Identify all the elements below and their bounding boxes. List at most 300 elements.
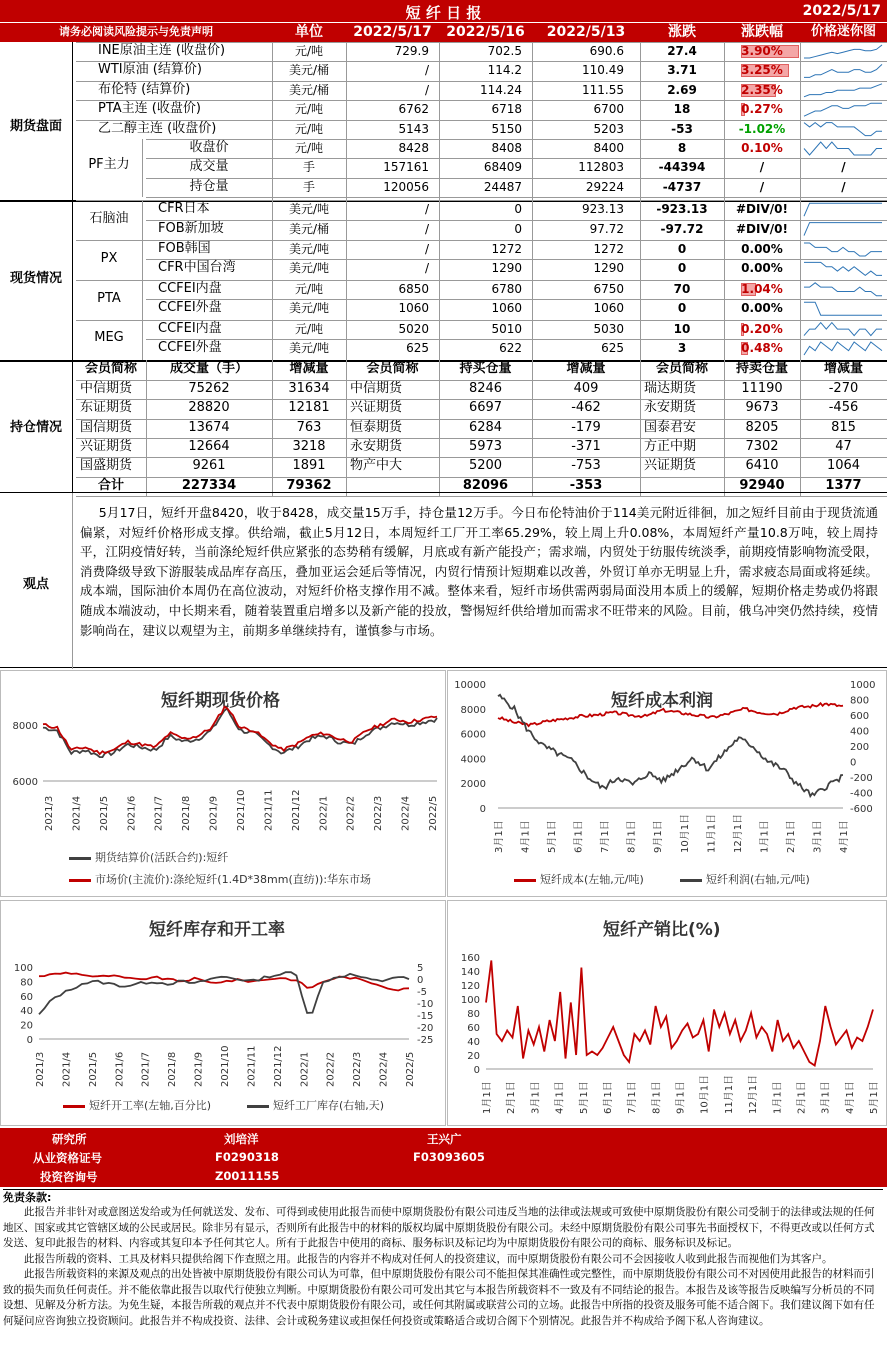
chart-4-ytick-4: 80 — [467, 1009, 480, 1020]
chart-2-yltick-0: 10000 — [454, 680, 486, 691]
pf-label: PF主力 — [88, 157, 130, 173]
chart-4-xtick-2: 3月1日 — [530, 1081, 542, 1114]
position-header-1: 成交量（手） — [169, 361, 248, 377]
position-header-6: 会员简称 — [655, 361, 708, 377]
view-text: 5月17日，短纤开盘8420，收于8428，成交量15万手，持仓量12万手。今日布伦特油价于114美元附近徘徊，加之短纤目前由于现货流通偏紧，对短纤价格形成支撑。供给端，截止5月12日，本周短纤工厂开工率65.29%，较上周上升0.08%，本周短纤产量10.8万吨，较上周持平，江阴疫情好转，当前涤纶短纤供应紧张的态势稍有缓解，月底或有新产能投产；需求端，内贸处于纺服传统淡季，前期疫情影响物流受限，消费降级导致下游服装成品库存高压，叠加亚运会延后等情况，内贸行情预计短期难以改善，外贸订单亦无明显上升，需求疲态局面或将延续。成本端，国际油价本周仍在高位波动，对短纤价格支撑作用不减。整体来看，短纤市场供需两弱局面没用本质上的缓解，短期价格走势或仍将跟随成本端波动，中长期来看，随着装置重启增多以及新产能的投放，警惕短纤供给增加而需求不旺带来的风险。目前，俄乌冲突仍然持续，疫情影响尚在，建议以观望为主，前期多单继续持有，谨慎参与市场。 — [80, 505, 878, 638]
futures-row-0-d2: 702.5 — [487, 44, 522, 58]
chart-1-ytick-0: 8000 — [12, 720, 38, 732]
risk-notice[interactable]: 请务必阅读风险提示与免责声明 — [59, 25, 213, 38]
chart-4-plot — [448, 901, 887, 1127]
chart-4-xtick-4: 5月1日 — [578, 1081, 590, 1114]
pf-row-1-d3: 112803 — [578, 160, 624, 175]
futures-row-4-d2: 5150 — [491, 121, 522, 136]
chart-2-xtick-3: 6月1日 — [573, 820, 585, 853]
chart-4-xtick-11: 12月1日 — [748, 1074, 760, 1114]
chart-2-yrtick-0: 1000 — [850, 680, 876, 691]
pf-row-0-name: 收盘价 — [189, 140, 229, 155]
chart-1-xtick-5: 2021/8 — [181, 795, 193, 831]
chart-3-xtick-11: 2022/2 — [325, 1051, 337, 1087]
chart-4-xtick-9: 10月1日 — [699, 1074, 711, 1114]
chart-1-xtick-10: 2022/1 — [318, 795, 330, 831]
spot-3-1-d3: 625 — [601, 341, 624, 355]
chart-3-title: 短纤库存和开工率 — [149, 920, 285, 940]
pf-row-0-unit: 元/吨 — [294, 141, 324, 155]
chart-3-xtick-7: 2021/10 — [220, 1045, 231, 1087]
spot-0-1-d3: 97.72 — [589, 221, 624, 236]
spot-3-0-d2: 5010 — [491, 321, 522, 336]
spot-0-1-d1: / — [424, 221, 429, 236]
spot-0-0-d2: 0 — [514, 202, 522, 217]
col-chg: 涨跌 — [668, 24, 696, 40]
data-tables — [0, 42, 887, 496]
chart-3-legend-2: 短纤工厂库存(右轴,天) — [273, 1099, 385, 1112]
spot-2-1-d1: 1060 — [398, 301, 429, 316]
position-row-1-col-1: 28820 — [188, 400, 230, 416]
futures-row-1-chg: 3.71 — [667, 63, 697, 78]
chart-2-xtick-6: 9月1日 — [653, 820, 665, 853]
position-header-2: 增减量 — [289, 361, 329, 377]
spot-3-0-name: CCFEI内盘 — [158, 320, 222, 336]
chart-3-yrtick-2: -5 — [417, 987, 427, 998]
chart-4-ytick-7: 20 — [467, 1051, 480, 1062]
chart-3-xtick-4: 2021/7 — [140, 1051, 152, 1087]
position-row-0-col-5: 409 — [573, 380, 599, 396]
chart-3-yltick-2: 60 — [20, 991, 33, 1003]
spot-1-0-d1: / — [424, 242, 429, 256]
spot-3-0-d1: 5020 — [398, 321, 429, 336]
futures-row-2-name: 布伦特 (结算价) — [98, 81, 191, 97]
chart-1-xtick-14: 2022/5 — [428, 795, 439, 831]
spot-group-0-label: 石脑油 — [89, 210, 129, 226]
chart-1-xtick-11: 2022/2 — [345, 795, 357, 831]
chart-2-yrtick-2: 600 — [850, 711, 870, 722]
futures-row-3-unit: 元/吨 — [294, 102, 324, 117]
chart-2-xtick-13: 4月1日 — [839, 820, 850, 853]
futures-row-1-pct: 3.25% — [741, 63, 783, 78]
analyst-footer — [0, 1128, 887, 1187]
position-total-col-7: 92940 — [739, 477, 785, 493]
position-total-col-1: 227334 — [181, 477, 237, 493]
futures-row-0-d1: 729.9 — [394, 44, 429, 58]
spot-0-0-name: CFR日本 — [158, 201, 210, 217]
chart-4-title: 短纤产销比(%) — [603, 920, 721, 940]
col-d2: 2022/5/16 — [446, 24, 525, 40]
chart-3-yltick-0: 100 — [13, 963, 33, 974]
position-row-3-col-2: 3218 — [292, 439, 326, 454]
spot-3-1-pct: 0.48% — [741, 341, 783, 355]
chart-2-legend-2: 短纤利润(右轴,元/吨) — [706, 873, 810, 886]
chart-3-xtick-8: 2021/11 — [246, 1045, 258, 1087]
disclaimer — [3, 1189, 883, 1343]
spot-3-0-chg: 10 — [673, 321, 691, 336]
chart-4-xtick-1: 2月1日 — [506, 1081, 518, 1114]
chart-3-xtick-2: 2021/5 — [87, 1051, 99, 1087]
futures-row-2-d3: 111.55 — [582, 82, 624, 97]
position-row-4-col-3: 物产中大 — [350, 458, 403, 474]
chart-2-yltick-3: 4000 — [460, 754, 486, 766]
chart-1-xtick-12: 2022/3 — [373, 795, 385, 831]
disclaimer-p2: 此报告所载的资料、工具及材料只提供给阁下作查照之用。此报告的内容并不构成对任何人的投资建议，而中原期货股份有限公司不会因接收人收到此报告而视他们为其客户。 — [24, 1252, 833, 1265]
chart-4 — [447, 900, 887, 1126]
position-total-col-4: 82096 — [462, 477, 509, 493]
pf-row-2-spark: / — [841, 179, 846, 194]
chart-2-yltick-1: 8000 — [460, 704, 486, 716]
chart-2-xtick-8: 11月1日 — [706, 813, 718, 853]
chart-3-legend-1: 短纤开工率(左轴,百分比) — [89, 1099, 212, 1112]
pf-row-1-unit: 手 — [302, 160, 315, 175]
futures-row-1-d3: 110.49 — [582, 63, 624, 78]
position-row-2-col-1: 13674 — [188, 419, 230, 435]
footer-cert-1: F0290318 — [215, 1150, 279, 1164]
spot-1-1-d3: 1290 — [593, 261, 624, 276]
chart-4-ytick-3: 100 — [460, 995, 480, 1006]
col-pct: 涨跌幅 — [741, 24, 783, 40]
report-header — [0, 0, 887, 22]
pf-row-0-pct: 0.10% — [741, 141, 783, 155]
section-futures: 期货盘面 — [9, 118, 62, 134]
spot-3-0-pct: 0.20% — [741, 321, 783, 336]
spot-1-1-chg: 0 — [677, 261, 687, 276]
futures-row-4-chg: -53 — [671, 121, 693, 136]
futures-row-0-d3: 690.6 — [589, 44, 624, 58]
chart-2-yrtick-5: 0 — [850, 757, 857, 769]
chart-2-yltick-4: 2000 — [460, 779, 486, 791]
chart-4-xtick-16: 5月1日 — [869, 1081, 880, 1114]
position-row-3-col-0: 兴证期货 — [80, 439, 133, 454]
position-row-2-col-4: 6284 — [468, 419, 503, 435]
position-row-4-col-8: 1064 — [826, 458, 861, 474]
futures-row-4-unit: 元/吨 — [294, 121, 324, 136]
position-total-col-8: 1377 — [825, 477, 862, 493]
spot-1-1-pct: 0.00% — [741, 261, 783, 276]
chart-3-yrtick-0: 5 — [417, 963, 424, 974]
spot-2-1-unit: 美元/吨 — [288, 301, 330, 316]
chart-4-xtick-14: 3月1日 — [820, 1081, 832, 1114]
futures-row-4-d3: 5203 — [593, 121, 624, 136]
chart-1-xtick-6: 2021/9 — [208, 795, 220, 831]
chart-2-xtick-5: 8月1日 — [626, 820, 638, 853]
spot-1-0-name: FOB韩国 — [158, 241, 211, 256]
chart-2-yrtick-8: -600 — [850, 804, 873, 815]
col-d3: 2022/5/13 — [546, 24, 626, 40]
spot-3-1-name: CCFEI外盘 — [158, 340, 222, 355]
spot-2-1-name: CCFEI外盘 — [158, 300, 222, 316]
chart-3-xtick-9: 2021/12 — [272, 1045, 284, 1087]
position-row-0-col-8: -270 — [828, 380, 859, 396]
chart-1-xtick-3: 2021/6 — [126, 795, 138, 831]
spot-2-0-d3: 6750 — [593, 281, 624, 296]
view-label: 观点 — [22, 577, 49, 592]
futures-row-3-pct: 0.27% — [741, 102, 783, 117]
chart-3 — [0, 900, 446, 1126]
chart-1-legend-2: 市场价(主流价):涤纶短纤(1.4D*38mm(直纺)):华东市场 — [95, 873, 372, 886]
chart-2-title: 短纤成本利润 — [611, 691, 713, 711]
chart-1 — [0, 670, 446, 897]
position-row-0-col-3: 中信期货 — [350, 380, 403, 396]
chart-1-xtick-9: 2021/12 — [290, 789, 302, 831]
chart-1-xtick-1: 2021/4 — [71, 795, 83, 831]
position-row-2-col-5: -179 — [571, 419, 601, 435]
chart-3-xtick-5: 2021/8 — [167, 1051, 179, 1087]
position-row-1-col-0: 东证期货 — [80, 400, 133, 416]
chart-4-xtick-10: 11月1日 — [723, 1074, 735, 1114]
chart-2-yltick-2: 6000 — [460, 729, 486, 741]
pf-row-1-chg: -44394 — [658, 160, 706, 175]
spot-3-0-d3: 5030 — [593, 321, 624, 336]
pf-row-2-pct: / — [759, 179, 765, 194]
spot-group-2-label: PTA — [97, 290, 121, 306]
chart-4-xtick-13: 2月1日 — [796, 1081, 808, 1114]
spot-0-1-d2: 0 — [514, 221, 522, 236]
chart-3-yrtick-4: -15 — [417, 1011, 434, 1022]
spot-1-0-chg: 0 — [677, 242, 687, 256]
spot-2-0-unit: 元/吨 — [294, 281, 324, 296]
pf-row-2-d2: 24487 — [483, 179, 522, 194]
spot-2-0-name: CCFEI内盘 — [158, 280, 222, 296]
chart-4-xtick-0: 1月1日 — [482, 1081, 493, 1114]
futures-row-3-name: PTA主连 (收盘价) — [98, 101, 201, 117]
position-row-1-col-4: 6697 — [468, 400, 503, 416]
pf-row-1-d1: 157161 — [383, 160, 429, 175]
futures-row-3-d2: 6718 — [491, 102, 522, 117]
footer-analyst-1: 刘培洋 — [224, 1132, 259, 1146]
position-row-3-col-7: 7302 — [745, 439, 779, 454]
chart-3-xtick-13: 2022/4 — [378, 1051, 390, 1087]
pf-row-1-pct: / — [759, 160, 765, 175]
pf-row-0-d3: 8400 — [593, 141, 624, 155]
spot-2-0-d1: 6850 — [398, 281, 429, 296]
pf-row-0-chg: 8 — [677, 141, 687, 155]
position-header-7: 持卖仓量 — [735, 361, 788, 377]
chart-3-yrtick-5: -20 — [417, 1023, 434, 1034]
pf-row-2-d3: 29224 — [585, 179, 624, 194]
position-row-1-col-2: 12181 — [288, 400, 330, 416]
spot-3-1-unit: 美元/吨 — [288, 341, 330, 355]
position-row-0-col-1: 75262 — [188, 380, 230, 396]
position-row-4-col-6: 兴证期货 — [644, 458, 697, 474]
chart-1-title: 短纤期现货价格 — [161, 691, 280, 711]
position-row-1-col-8: -456 — [828, 400, 859, 416]
pf-row-0-d2: 8408 — [491, 141, 522, 155]
spot-3-1-chg: 3 — [677, 341, 687, 355]
disclaimer-p1: 此报告并非针对或意图送发给或为任何就送发、发布、可得到或使用此报告而使中原期货股份有限公司违反当地的法律或法规或可致使中原期货股份有限公司受制于的法律或法规的任何地区、国家或其它管辖区域的公民或居民。除非另有显示，否则所有此报告中的材料的版权均属中原期货股份有限公司。未经中原期货股份有限公司事先书面授权下，不得更改或以任何方式发送、复印此报告的材料、内容或其复印本予任何其它人。所有于此报告中使用的商标、服务标识及标记均为中原期货股份有限公司的商标、服务标识及标记。 — [3, 1206, 875, 1249]
spot-group-3-label: MEG — [94, 330, 124, 346]
position-row-2-col-8: 815 — [831, 419, 856, 435]
chart-1-xtick-4: 2021/7 — [153, 795, 165, 831]
chart-4-xtick-7: 8月1日 — [651, 1081, 663, 1114]
disclaimer-p3: 此报告所载资料的来源及观点的出处皆被中原期货股份有限公司认为可靠，但中原期货股份有限公司不能担保其准确性或完整性，而中原期货股份有限公司不对因使用此报告的材料而引致的损失而负任何责任。并不能依靠此报告以取代行使独立判断。中原期货股份有限公司可发出其它与本报告所载资料不一致及有不同结论的报告。本报告及该等报告反映编写分析员的不同设想、见解及分析方法。为免生疑，本报告所载的观点并不代表中原期货股份有限公司，或任何其附属或联营公司的立场。此报告中所指的投资及服务可能不适合阁下。我们建议阁下如有任何疑问应咨询独立投资顾问。此报告并不构成投资、法律、会计或税务建议或担保任何投资或策略适合或切合阁下个别情况。此报告并不构成给予阁下私人咨询建议。 — [3, 1268, 875, 1327]
spot-1-0-d2: 1272 — [491, 242, 522, 256]
position-header-8: 增减量 — [823, 361, 863, 377]
position-row-2-col-0: 国信期货 — [80, 419, 133, 435]
position-row-4-col-5: -753 — [571, 458, 601, 474]
pf-row-1-d2: 68409 — [483, 160, 522, 175]
futures-row-4-name: 乙二醇主连 (收盘价) — [98, 120, 217, 136]
spot-2-1-d3: 1060 — [593, 301, 624, 316]
spot-2-1-pct: 0.00% — [741, 301, 783, 316]
spot-2-1-chg: 0 — [677, 301, 687, 316]
position-row-2-col-6: 国泰君安 — [644, 419, 697, 435]
chart-3-yltick-5: 0 — [26, 1035, 33, 1046]
pf-row-1-spark: / — [841, 160, 846, 175]
footer-cert-2: F03093605 — [413, 1150, 485, 1164]
spot-1-0-pct: 0.00% — [741, 242, 783, 256]
chart-2-xtick-2: 5月1日 — [547, 820, 559, 853]
pf-row-1-name: 成交量 — [189, 159, 229, 175]
chart-4-xtick-6: 7月1日 — [627, 1081, 639, 1114]
chart-2-yrtick-4: 200 — [850, 742, 870, 753]
chart-2-xtick-7: 10月1日 — [679, 813, 691, 853]
position-row-1-col-3: 兴证期货 — [350, 400, 403, 416]
position-row-4-col-0: 国盛期货 — [80, 458, 133, 474]
spot-0-0-chg: -923.13 — [656, 202, 708, 217]
chart-4-xtick-3: 4月1日 — [554, 1081, 566, 1114]
spot-3-0-unit: 元/吨 — [294, 321, 324, 336]
chart-4-xtick-15: 4月1日 — [844, 1081, 856, 1114]
pf-row-2-chg: -4737 — [662, 179, 702, 194]
spot-2-0-d2: 6780 — [491, 281, 522, 296]
futures-row-1-d2: 114.2 — [487, 63, 522, 78]
chart-3-yltick-1: 80 — [20, 977, 33, 989]
footer-consult-1: Z0011155 — [215, 1169, 280, 1183]
report-date: 2022/5/17 — [802, 3, 881, 19]
position-row-0-col-0: 中信期货 — [80, 380, 133, 396]
position-row-4-col-4: 5200 — [468, 458, 503, 474]
chart-1-legend-1: 期货结算价(活跃合约):短纤 — [95, 851, 229, 864]
futures-row-2-unit: 美元/桶 — [288, 82, 330, 97]
chart-1-xtick-13: 2022/4 — [400, 795, 412, 831]
chart-3-yltick-3: 40 — [20, 1006, 33, 1018]
chart-3-yrtick-3: -10 — [417, 999, 434, 1010]
spot-0-0-pct: #DIV/0! — [736, 202, 788, 217]
position-row-0-col-6: 瑞达期货 — [644, 380, 697, 396]
futures-row-3-chg: 18 — [673, 102, 691, 117]
view-section — [0, 492, 887, 668]
chart-1-xtick-0: 2021/3 — [44, 795, 55, 831]
position-row-0-col-2: 31634 — [288, 380, 330, 396]
chart-2-xtick-12: 3月1日 — [812, 820, 824, 853]
chart-3-xtick-0: 2021/3 — [35, 1051, 46, 1087]
spot-3-1-d2: 622 — [499, 341, 522, 355]
chart-3-xtick-10: 2022/1 — [299, 1051, 311, 1087]
chart-4-ytick-5: 60 — [467, 1023, 480, 1034]
futures-row-0-chg: 27.4 — [667, 44, 697, 58]
chart-2-xtick-0: 3月1日 — [494, 820, 505, 853]
chart-3-plot — [1, 901, 447, 1127]
position-row-1-col-5: -462 — [571, 400, 601, 416]
chart-4-ytick-0: 160 — [460, 953, 480, 964]
position-row-2-col-3: 恒泰期货 — [350, 419, 403, 435]
position-row-1-col-7: 9673 — [745, 400, 779, 416]
chart-4-ytick-8: 0 — [473, 1065, 480, 1076]
chart-4-ytick-2: 120 — [460, 981, 480, 992]
futures-row-4-pct: -1.02% — [738, 121, 786, 136]
chart-2-yrtick-3: 400 — [850, 726, 870, 738]
footer-label-3: 投资咨询号 — [40, 1170, 98, 1184]
disclaimer-title: 免责条款: — [3, 1191, 52, 1204]
chart-4-xtick-8: 9月1日 — [675, 1081, 687, 1114]
position-row-0-col-7: 11190 — [741, 380, 783, 396]
chart-2-yrtick-7: -400 — [850, 788, 873, 800]
chart-1-xtick-7: 2021/10 — [236, 789, 247, 831]
futures-row-2-d1: / — [424, 82, 429, 97]
footer-label-1: 研究所 — [52, 1132, 87, 1146]
spot-0-1-unit: 美元/桶 — [288, 221, 330, 236]
col-d1: 2022/5/17 — [353, 24, 432, 40]
chart-1-xtick-2: 2021/5 — [98, 795, 110, 831]
position-row-3-col-5: -371 — [571, 439, 601, 454]
chart-3-xtick-14: 2022/5 — [405, 1051, 416, 1087]
chart-2-yrtick-6: -200 — [850, 773, 873, 784]
position-row-3-col-8: 47 — [835, 439, 852, 454]
position-row-3-col-6: 方正中期 — [644, 439, 697, 454]
position-header-3: 会员简称 — [366, 361, 419, 377]
position-row-1-col-6: 永安期货 — [644, 400, 697, 416]
position-row-2-col-2: 763 — [296, 419, 322, 435]
report-title: 短 纤 日 报 — [405, 4, 482, 22]
chart-3-xtick-1: 2021/4 — [61, 1051, 73, 1087]
pf-row-2-unit: 手 — [302, 179, 315, 194]
spot-0-0-unit: 美元/吨 — [288, 202, 330, 217]
position-row-0-col-4: 8246 — [468, 380, 503, 396]
position-row-4-col-2: 1891 — [292, 458, 326, 474]
spot-2-1-d2: 1060 — [491, 301, 522, 316]
chart-2-yrtick-1: 800 — [850, 695, 870, 707]
section-spot: 现货情况 — [9, 271, 62, 287]
column-header-row — [0, 23, 887, 42]
position-header-0: 会员简称 — [84, 361, 137, 377]
pf-row-0-d1: 8428 — [398, 141, 429, 155]
position-total-col-5: -353 — [569, 477, 603, 493]
chart-2-yltick-5: 0 — [479, 804, 486, 815]
spot-1-0-unit: 美元/吨 — [288, 242, 330, 256]
col-spark: 价格迷你图 — [810, 24, 876, 39]
chart-2-xtick-1: 4月1日 — [520, 820, 532, 853]
chart-2-xtick-11: 2月1日 — [785, 820, 797, 853]
futures-row-1-name: WTI原油 (结算价) — [98, 62, 202, 78]
spot-2-0-pct: 1.04% — [741, 281, 783, 296]
position-row-3-col-1: 12664 — [188, 439, 230, 454]
spot-0-0-d1: / — [424, 202, 429, 217]
section-position: 持仓情况 — [9, 419, 62, 435]
futures-row-2-chg: 2.69 — [667, 82, 697, 97]
futures-row-3-d3: 6700 — [593, 102, 624, 117]
spot-1-1-unit: 美元/吨 — [288, 261, 330, 276]
spot-1-1-name: CFR中国台湾 — [158, 260, 236, 276]
chart-4-xtick-5: 6月1日 — [602, 1081, 614, 1114]
futures-row-3-d1: 6762 — [398, 102, 429, 117]
position-row-4-col-7: 6410 — [745, 458, 779, 474]
futures-row-2-pct: 2.35% — [741, 82, 783, 97]
position-total-col-2: 79362 — [286, 477, 332, 493]
chart-2 — [447, 670, 887, 897]
chart-4-xtick-12: 1月1日 — [772, 1081, 784, 1114]
futures-row-1-d1: / — [424, 63, 429, 78]
footer-label-2: 从业资格证号 — [33, 1151, 102, 1165]
position-header-4: 持买仓量 — [459, 361, 512, 377]
chart-3-xtick-6: 2021/9 — [193, 1051, 205, 1087]
futures-row-1-unit: 美元/桶 — [288, 63, 330, 78]
spot-1-1-d1: / — [424, 261, 429, 276]
footer-analyst-2: 王兴广 — [427, 1132, 462, 1146]
position-row-3-col-4: 5973 — [468, 439, 503, 454]
futures-row-0-pct: 3.90% — [741, 44, 783, 58]
chart-2-legend-1: 短纤成本(左轴,元/吨) — [540, 873, 644, 886]
position-row-2-col-7: 8205 — [745, 419, 779, 435]
spot-0-1-name: FOB新加坡 — [158, 220, 224, 236]
spot-0-1-pct: #DIV/0! — [736, 221, 788, 236]
futures-row-2-d2: 114.24 — [480, 82, 522, 97]
